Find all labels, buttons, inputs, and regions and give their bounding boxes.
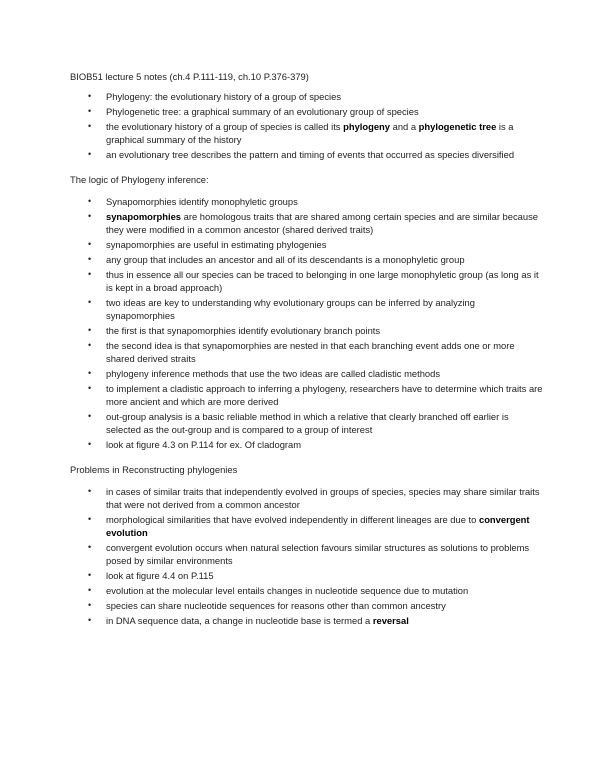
bullet-icon: • <box>88 239 92 249</box>
list-item <box>70 90 545 103</box>
term-synapomorphies: synapomorphies <box>106 211 182 222</box>
list-item <box>70 238 545 251</box>
item-text: and a <box>390 121 419 132</box>
bullet-icon: • <box>88 368 92 378</box>
bullet-icon: • <box>88 211 92 221</box>
bullet-icon: • <box>88 340 92 350</box>
bullet-icon: • <box>88 411 92 421</box>
bullet-icon: • <box>88 121 92 131</box>
bullet-icon: • <box>88 297 92 307</box>
list-item <box>70 410 545 436</box>
list-item <box>70 253 545 266</box>
bullet-icon: • <box>88 325 92 335</box>
section-2-title: The logic of Phylogeny inference: <box>70 174 209 185</box>
item-text: the second idea is that synapomorphies are nested in that each branching event adds one or more shared derived straits <box>106 340 515 364</box>
section-3-list <box>70 485 545 627</box>
item-text: an evolutionary tree describes the pattern and timing of events that occurred as species diversified <box>106 149 515 160</box>
list-item <box>70 614 545 627</box>
list-item <box>70 268 545 294</box>
item-text: look at figure 4.3 on P.114 for ex. Of cladogram <box>106 439 302 450</box>
term-reversal: reversal <box>372 615 409 626</box>
item-text: look at figure 4.4 on P.115 <box>106 570 214 581</box>
bullet-icon: • <box>88 91 92 101</box>
bullet-icon: • <box>88 615 92 625</box>
list-item <box>70 485 545 511</box>
item-text: in cases of similar traits that independently evolved in groups of species, species may share similar traits that were not derived from a common ancestor <box>106 486 540 510</box>
bullet-icon: • <box>88 600 92 610</box>
item-text: Synapomorphies identify monophyletic groups <box>106 196 298 207</box>
item-text: morphological similarities that have evolved independently in different lineages are due to <box>106 514 479 525</box>
section-1-list <box>70 90 545 161</box>
bullet-icon: • <box>88 514 92 524</box>
term-convergent-evolution: convergent evolution <box>106 514 530 538</box>
section-2-list <box>70 195 545 451</box>
bullet-icon: • <box>88 149 92 159</box>
list-item <box>70 569 545 582</box>
list-item <box>70 296 545 322</box>
item-text: Phylogeny: the evolutionary history of a group of species <box>106 91 342 102</box>
bullet-icon: • <box>88 383 92 393</box>
list-item <box>70 599 545 612</box>
list-item <box>70 210 545 236</box>
list-item <box>70 382 545 408</box>
bullet-icon: • <box>88 269 92 279</box>
item-text: synapomorphies are useful in estimating phylogenies <box>106 239 327 250</box>
bullet-icon: • <box>88 570 92 580</box>
list-item <box>70 195 545 208</box>
bullet-icon: • <box>88 254 92 264</box>
item-text: in DNA sequence data, a change in nucleotide base is termed a <box>106 615 373 626</box>
list-item <box>70 105 545 118</box>
item-text: out-group analysis is a basic reliable method in which a relative that clearly branched off earlier is selected as the out-group and is compared to a group of interest <box>106 411 509 435</box>
item-text: evolution at the molecular level entails changes in nucleotide sequence due to mutation <box>106 585 469 596</box>
item-text: any group that includes an ancestor and all of its descendants is a monophyletic group <box>106 254 465 265</box>
term-phylogenetic-tree: phylogenetic tree <box>418 121 497 132</box>
bullet-icon: • <box>88 585 92 595</box>
list-item <box>70 513 545 539</box>
list-item <box>70 367 545 380</box>
list-item <box>70 584 545 597</box>
bullet-icon: • <box>88 439 92 449</box>
item-text: thus in essence all our species can be traced to belonging in one large monophyletic group (as long as it is kept in a broad approach) <box>106 269 539 293</box>
item-text: phylogeny inference methods that use the two ideas are called cladistic methods <box>106 368 441 379</box>
document-title: BIOB51 lecture 5 notes (ch.4 P.111-119, ch.10 P.376-379) <box>70 71 309 82</box>
list-item <box>70 120 545 146</box>
list-item <box>70 541 545 567</box>
term-phylogeny: phylogeny <box>343 121 390 132</box>
item-text: are homologous traits that are shared among certain species and are similar because they were modified in a common ancestor (shared derived traits) <box>106 211 538 235</box>
item-text: species can share nucleotide sequences for reasons other than common ancestry <box>106 600 446 611</box>
item-text: convergent evolution occurs when natural selection favours similar structures as solutions to problems posed by similar environments <box>106 542 530 566</box>
item-text: the evolutionary history of a group of species is called its <box>106 121 344 132</box>
bullet-icon: • <box>88 196 92 206</box>
item-text: the first is that synapomorphies identify evolutionary branch points <box>106 325 381 336</box>
list-item <box>70 148 545 161</box>
list-item <box>70 324 545 337</box>
section-3-title: Problems in Reconstructing phylogenies <box>70 464 238 475</box>
bullet-icon: • <box>88 106 92 116</box>
list-item <box>70 438 545 451</box>
item-text: is a graphical summary of the history <box>106 121 514 145</box>
item-text: two ideas are key to understanding why evolutionary groups can be inferred by analyzing synapomorphies <box>106 297 475 321</box>
item-text: Phylogenetic tree: a graphical summary of an evolutionary group of species <box>106 106 419 117</box>
bullet-icon: • <box>88 486 92 496</box>
bullet-icon: • <box>88 542 92 552</box>
item-text: to implement a cladistic approach to inferring a phylogeny, researchers have to determine which traits are more ancient and which are more derived <box>106 383 543 407</box>
list-item <box>70 339 545 365</box>
